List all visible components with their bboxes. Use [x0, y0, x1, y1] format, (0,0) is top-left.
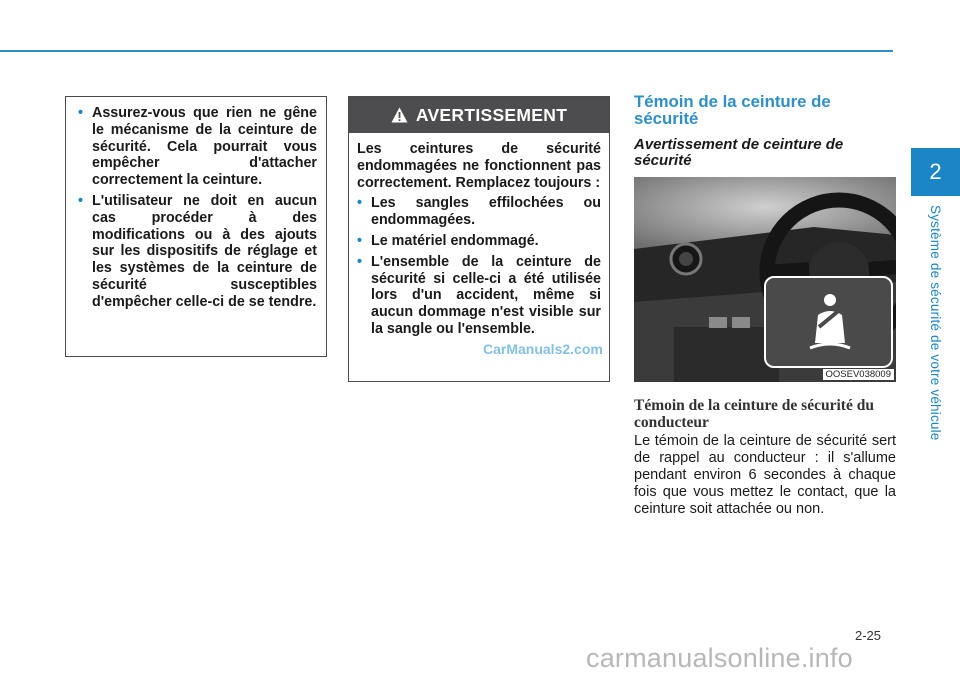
chapter-title: Système de sécurité de votre véhicule	[928, 205, 943, 441]
page-number: 2-25	[855, 628, 882, 643]
left-note-box	[65, 96, 327, 357]
warning-item: • L'ensemble de la ceinture de sécurité si celle-ci a été utilisée lors d'un accident, même si aucun dommage n'est visible sur la sangle ou l'ensemble.	[357, 254, 601, 338]
left-note-item: • L'utilisateur ne doit en aucun cas procéder à des modifications ou à des ajouts sur les dispositifs de réglage et les systèmes de la ceinture de sécurité susceptibles d'empêcher celle-ci de se tendre.	[69, 193, 317, 311]
chapter-tab	[911, 148, 960, 196]
warning-box	[348, 96, 610, 382]
image-caption: OOSEV038009	[823, 369, 895, 380]
warning-title: AVERTISSEMENT	[415, 104, 568, 125]
body-paragraph: Le témoin de la ceinture de sécurité sert de rappel au conducteur : il s'allume pendant environ 6 secondes à chaque fois que vous mettez le contact, que la ceinture soit attachée ou non.	[634, 433, 896, 517]
section-title: Témoin de la ceinture de sécurité	[634, 92, 831, 128]
section-subtitle: Avertissement de ceinture de sécurité	[634, 136, 844, 169]
subheading: Témoin de la ceinture de sécurité du conducteur	[634, 397, 874, 431]
dashboard-photo	[634, 177, 896, 382]
top-rule	[0, 50, 893, 52]
left-note-item: • Assurez-vous que rien ne gêne le mécanisme de la ceinture de sécurité. Cela pourrait vous empêcher d'attacher correctement la ceinture.	[69, 105, 317, 189]
watermark: CarManuals2.com	[483, 341, 603, 357]
warning-header	[349, 97, 609, 133]
chapter-number: 2	[929, 159, 942, 184]
dashboard-illustration	[634, 177, 896, 382]
seatbelt-warning-icon	[765, 277, 892, 367]
warning-intro: Les ceintures de sécurité endommagées ne fonctionnent pas correctement. Remplacez toujours :	[357, 141, 601, 191]
warning-triangle-icon	[391, 107, 408, 123]
warning-item: • Les sangles effilochées ou endommagées.	[357, 195, 601, 229]
footer-site: carmanualsonline.info	[586, 643, 853, 673]
warning-item: • Le matériel endommagé.	[357, 233, 601, 250]
warning-body	[349, 133, 609, 338]
